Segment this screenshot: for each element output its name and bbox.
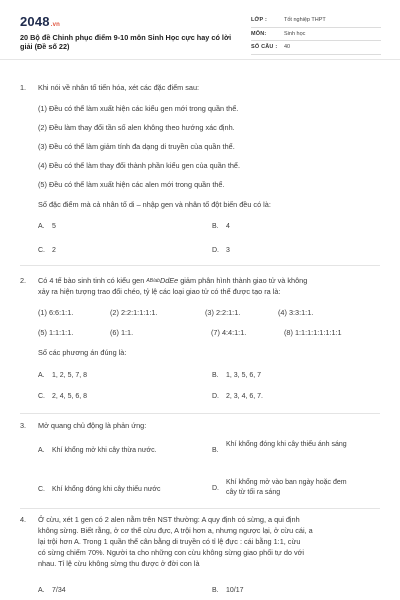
question-line: Ở cừu, xét 1 gen có 2 alen nằm trên NST thường: A quy định có sừng, a qui định [38,515,300,524]
option-2: (2) 2:2:1:1:1:1. [110,308,158,317]
logo-main: 2048 [20,14,50,29]
answer-text: Khí khổng đóng khi cây thiếu ánh sáng [226,441,347,448]
question-divider [20,413,380,414]
option-5: (5) 1:1:1:1. [38,328,74,337]
meta-row-count [251,41,381,55]
option-3: (3) 2:2:1:1. [205,308,241,317]
question-line: không sừng. Biết rằng, ở cơ thể cừu đực, A trội hơn a, nhưng ngược lại, ở cừu cái, a [38,526,313,535]
answer-letter: C. [38,247,45,254]
statement: (3) Đều có thể làm giảm tính đa dạng di truyền của quần thể. [38,142,235,151]
question-text-part: Có 4 tế bào sinh tinh có kiểu gen [38,276,145,285]
answer-text: Khí khổng đóng khi cây thiếu nước [52,486,161,493]
answer-option-d[interactable] [212,478,362,498]
question-text [38,276,378,286]
statement: (1) Đều có thể làm xuất hiện các kiểu gen mới trong quần thể. [38,104,239,113]
answer-option-d[interactable] [212,246,230,256]
answer-text: Khí khổng mở khi cây thừa nước. [52,447,157,454]
answer-letter: B. [212,223,219,230]
answer-text: 1, 2, 5, 7, 8 [52,372,88,379]
answer-text: 1, 3, 5, 6, 7 [226,372,262,379]
question-line: lại trội hơn A. Trong 1 quần thể cân bằng di truyền có tỉ lệ đực : cái bằng 1:1, cừu [38,537,301,546]
answer-text: 10/17 [226,587,244,594]
document-header [0,0,400,60]
answer-letter: A. [38,587,45,594]
option-1: (1) 6:6:1:1. [38,308,74,317]
answer-option-c[interactable] [38,392,87,402]
logo-domain: .vn [50,22,61,28]
answer-option-a[interactable] [38,222,56,232]
meta-value: Sinh học [284,30,306,37]
question-text: Mở quang chủ động là phản ứng: [38,421,147,430]
answer-letter: A. [38,447,45,454]
answer-option-c[interactable] [38,246,56,256]
question-number: 1. [20,83,27,92]
meta-row-subject [251,28,381,42]
answer-option-b[interactable] [212,586,244,596]
answer-option-b[interactable] [212,222,230,232]
answer-option-c[interactable] [38,485,161,495]
meta-value: Tốt nghiệp THPT [284,17,326,24]
answer-text: Khí khổng mở vào ban ngày hoặc đem cây từ tối ra sáng [226,479,347,496]
answer-letter: D. [212,247,219,254]
answer-letter: D. [212,393,219,400]
meta-row-class [251,14,381,28]
question-text-part: giảm phân hình thành giao tử và không [180,276,308,285]
answer-option-b[interactable] [212,371,261,381]
meta-key: LỚP : [251,17,267,24]
answer-option-a[interactable] [38,586,66,596]
answer-letter: D. [212,485,219,492]
exam-title: 20 Bộ đề Chinh phục điểm 9-10 môn Sinh Học cực hay có lời giải (Đề số 22) [20,33,232,51]
question-prompt: Số các phương án đúng là: [38,348,127,357]
statement: (5) Đều có thể làm xuất hiện các alen mới trong quần thể. [38,180,225,189]
question-divider [20,508,380,509]
answer-option-b[interactable] [212,440,362,456]
answer-text: 7/34 [52,587,66,594]
question-text: Khi nói về nhân tố tiến hóa, xét các đặc điểm sau: [38,83,200,92]
answer-text: 5 [52,223,56,230]
answer-letter: C. [38,486,45,493]
answer-letter: A. [38,223,45,230]
answer-text: 3 [226,247,230,254]
meta-key: SỐ CÂU : [251,44,278,51]
question-text-line2: xảy ra hiện tượng trao đổi chéo, tỷ lệ các loại giao tử có thể được tạo ra là: [38,287,281,296]
answer-option-d[interactable] [212,392,263,402]
genotype-rest: DdEe [159,276,179,285]
option-6: (6) 1:1. [110,328,134,337]
answer-letter: B. [212,447,219,454]
answer-letter: A. [38,372,45,379]
genotype-fraction: AB/ab [146,278,160,284]
question-number: 3. [20,421,27,430]
option-4: (4) 3:3:1:1. [278,308,314,317]
question-prompt: Số đặc điểm mà cả nhân tố di – nhập gen và nhân tố đột biến đều có là: [38,200,271,209]
meta-key: MÔN: [251,30,267,37]
answer-text: 4 [226,223,230,230]
exam-meta-table [251,14,381,55]
answer-letter: B. [212,587,219,594]
answer-text: 2, 3, 4, 6, 7. [226,393,263,400]
site-logo[interactable] [20,14,60,29]
answer-letter: C. [38,393,45,400]
question-number: 2. [20,276,27,285]
statement: (4) Đều có thể làm thay đổi thành phần kiểu gen của quần thể. [38,161,241,170]
statement: (2) Đều làm thay đổi tần số alen không theo hướng xác định. [38,123,235,132]
meta-value: 40 [284,44,291,51]
option-8: (8) 1:1:1:1:1:1:1:1 [284,328,342,337]
answer-letter: B. [212,372,219,379]
answer-option-a[interactable] [38,446,157,456]
option-7: (7) 4:4:1:1. [211,328,247,337]
answer-text: 2, 4, 5, 6, 8 [52,393,88,400]
question-divider [20,265,380,266]
answer-text: 2 [52,247,56,254]
question-number: 4. [20,515,27,524]
question-line: nhau. Tỉ lệ cừu không sừng thu được ở đời con là [38,559,200,568]
answer-option-a[interactable] [38,371,87,381]
question-line: có sừng chiếm 70%. Người ta cho những con cừu không sừng giao phối tự do với [38,548,305,557]
